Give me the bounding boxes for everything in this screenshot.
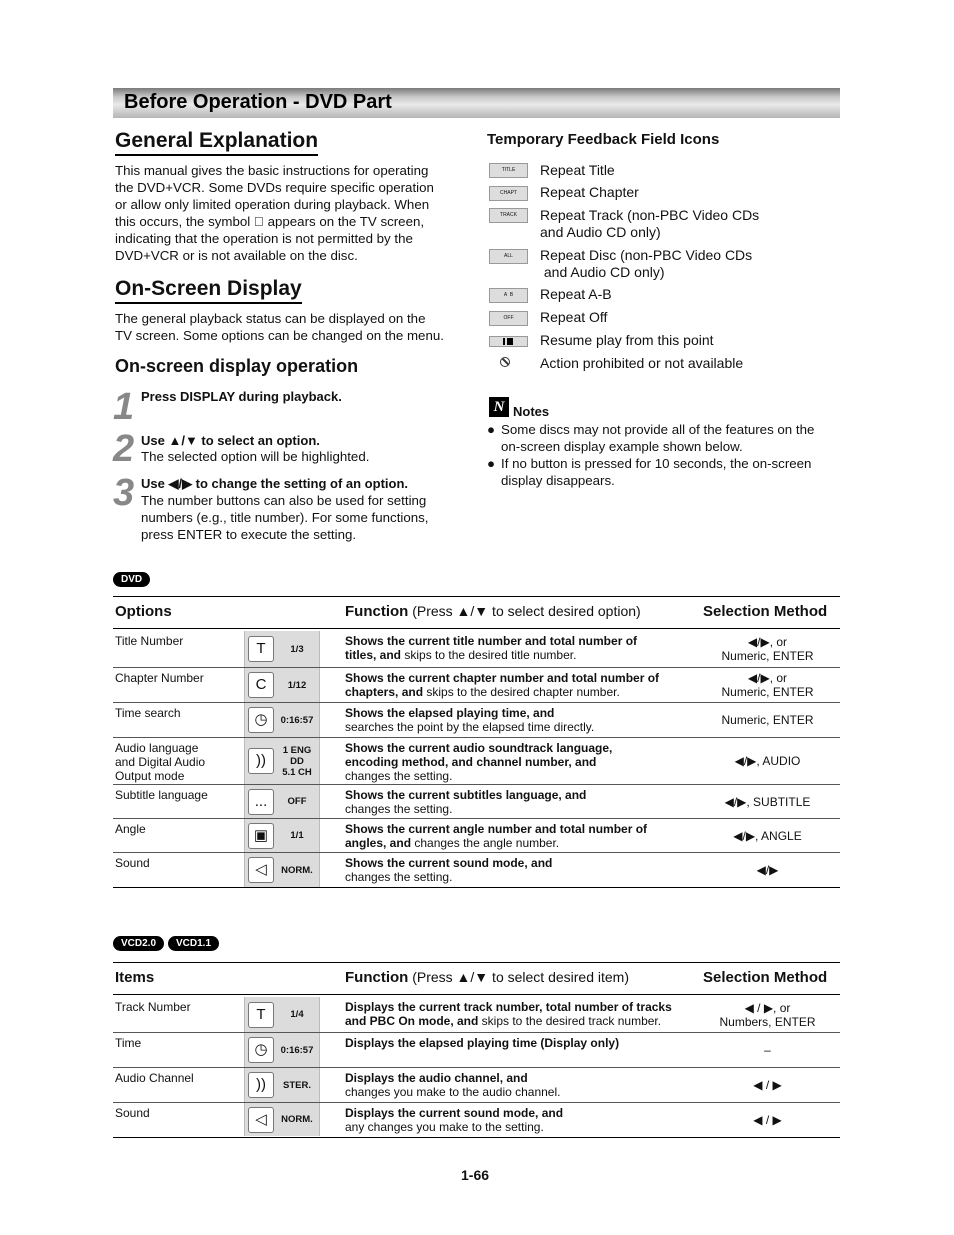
osd-row-icon: )) xyxy=(248,1072,274,1098)
osd-display-sample xyxy=(244,997,320,1032)
row-selection-method: ◀/▶, or Numeric, ENTER xyxy=(721,671,814,699)
row-function-text: Displays the current sound mode, and any changes you make to the setting. xyxy=(345,1106,564,1134)
osd-row-icon: ▣ xyxy=(248,823,274,849)
osd-row-value: STER. xyxy=(283,1079,311,1091)
osd-display-sample xyxy=(244,853,320,887)
feedback-item-prohibited: Action prohibited or not available xyxy=(540,355,744,371)
row-function-text: Shows the current subtitles language, and changes the setting. xyxy=(345,788,587,816)
row-separator xyxy=(113,818,840,819)
row-selection-method: ◀/▶, or Numeric, ENTER xyxy=(721,635,814,663)
osd-row-icon: T xyxy=(248,1002,274,1028)
row-option-label: Sound xyxy=(115,1106,150,1120)
row-selection-method: ◀/▶, ANGLE xyxy=(733,828,802,843)
note-item-2: If no button is pressed for 10 seconds, the on-screen display disappears. xyxy=(501,456,812,488)
step-number-1: 1 xyxy=(113,386,135,428)
vcd-header-rule xyxy=(113,994,840,995)
osd-display-sample xyxy=(244,819,320,852)
note-bullet-1: ● xyxy=(487,422,496,437)
row-separator xyxy=(113,1102,840,1103)
row-option-label: Track Number xyxy=(115,1000,191,1014)
row-separator xyxy=(113,702,840,703)
vcd-header-function: Function (Press ▲/▼ to select desired item) xyxy=(345,969,629,986)
row-selection-method: Numeric, ENTER xyxy=(721,713,814,727)
osd-row-value: 1/4 xyxy=(290,1009,304,1020)
row-option-label: Time xyxy=(115,1036,142,1050)
row-function-text: Displays the elapsed playing time (Display only) xyxy=(345,1036,620,1050)
row-option-label: Angle xyxy=(115,822,146,836)
repeat-track-icon: TRACK xyxy=(489,208,528,223)
osd-row-value: 0:16:57 xyxy=(280,1044,314,1056)
osd-row-value: 1/3 xyxy=(290,643,304,655)
row-option-label: Chapter Number xyxy=(115,671,204,685)
page-number: 1-66 xyxy=(461,1167,490,1183)
feedback-item-resume: Resume play from this point xyxy=(540,332,714,348)
step-number-2: 2 xyxy=(113,428,135,470)
row-function-text: Shows the current chapter number and total number of chapters, and skips to the desired chapter number. xyxy=(345,671,660,699)
row-selection-method: ◀/▶, AUDIO xyxy=(734,754,801,768)
row-selection-method: ◀ / ▶ xyxy=(753,1112,782,1127)
step-2-title: Use ▲/▼ to select an option. xyxy=(141,433,320,448)
row-selection-method: ◀/▶, SUBTITLE xyxy=(724,794,811,809)
repeat-off-icon: OFF xyxy=(489,311,528,326)
dvd-header-options: Options xyxy=(115,603,172,620)
osd-operation-subtitle: On-screen display operation xyxy=(115,356,359,376)
row-selection-method: – xyxy=(764,1043,771,1057)
row-function-text: Shows the elapsed playing time, and searches the point by the elapsed time directly. xyxy=(345,706,595,734)
row-separator xyxy=(113,852,840,853)
step-3-title: Use ◀/▶ to change the setting of an option. xyxy=(141,476,409,491)
osd-display-sample xyxy=(244,738,320,784)
feedback-item-repeat-ab: Repeat A-B xyxy=(540,286,612,302)
note-bullet-2: ● xyxy=(487,456,496,471)
feedback-item-repeat-chapter: Repeat Chapter xyxy=(540,184,639,200)
row-function-text: Shows the current angle number and total number of angles, and changes the angle number. xyxy=(345,822,648,850)
row-option-label: Time search xyxy=(115,706,181,720)
feedback-item-repeat-track: Repeat Track (non-PBC Video CDs and Audio CD only) xyxy=(540,207,760,240)
repeat-chapter-icon: CHAPT xyxy=(489,186,528,201)
osd-row-icon: ◁ xyxy=(248,1107,274,1133)
osd-display-sample xyxy=(244,631,320,667)
osd-row-value: NORM. xyxy=(281,1114,313,1125)
row-function-text: Displays the audio channel, and changes you make to the audio channel. xyxy=(345,1071,561,1099)
row-function-text: Displays the current track number, total number of tracks and PBC On mode, and skips to the desired track number. xyxy=(345,1000,672,1028)
row-separator xyxy=(113,667,840,668)
dvd-header-rule xyxy=(113,628,840,629)
row-function-text: Shows the current sound mode, and changes the setting. xyxy=(345,856,553,884)
row-option-label: Audio Channel xyxy=(115,1071,194,1085)
row-option-label: Subtitle language xyxy=(115,788,208,802)
row-separator xyxy=(113,737,840,738)
osd-row-icon: ◷ xyxy=(248,707,274,733)
osd-row-icon: ... xyxy=(248,789,274,815)
osd-row-value: 1 ENG DD 5.1 CH xyxy=(282,744,312,778)
osd-display-sample xyxy=(244,1033,320,1067)
section-banner xyxy=(113,88,840,118)
step-2-body: The selected option will be highlighted. xyxy=(141,449,370,464)
osd-display-sample xyxy=(244,1068,320,1102)
banner-title: Before Operation - DVD Part xyxy=(124,91,392,113)
feedback-item-repeat-off: Repeat Off xyxy=(540,309,608,325)
osd-row-icon: )) xyxy=(248,748,274,774)
row-separator xyxy=(113,1032,840,1033)
step-number-3: 3 xyxy=(113,472,135,514)
vcd-table-bottom-rule xyxy=(113,1137,840,1138)
osd-row-value: 1/12 xyxy=(287,679,307,691)
row-option-label: Audio language and Digital Audio Output mode xyxy=(115,741,206,783)
on-screen-display-title: On-Screen Display xyxy=(115,277,302,304)
osd-row-icon: ◁ xyxy=(248,857,274,883)
notes-icon: N xyxy=(489,397,509,417)
vcd-header-items: Items xyxy=(115,969,155,986)
feedback-icons-title: Temporary Feedback Field Icons xyxy=(487,131,720,148)
notes-title: Notes xyxy=(513,404,550,419)
repeat-disc-icon: ALL xyxy=(489,249,528,264)
osd-row-value: OFF xyxy=(287,796,307,807)
repeat-ab-icon: A B xyxy=(489,288,528,303)
note-item-1: Some discs may not provide all of the features on the on-screen display example shown below. xyxy=(501,422,815,454)
dvd-header-selection: Selection Method xyxy=(703,603,828,620)
row-option-label: Sound xyxy=(115,856,150,870)
row-separator xyxy=(113,1067,840,1068)
osd-row-value: NORM. xyxy=(281,864,313,876)
row-separator xyxy=(113,784,840,785)
step-1-title: Press DISPLAY during playback. xyxy=(141,389,342,404)
vcd-table-top-rule xyxy=(113,962,840,963)
osd-row-icon: T xyxy=(248,636,274,662)
dvd-header-function: Function (Press ▲/▼ to select desired option) xyxy=(345,603,641,620)
resume-icon xyxy=(489,336,528,347)
general-explanation-text: This manual gives the basic instructions for operating the DVD+VCR. Some DVDs require specific operation or allow only limited operation during playback. When this occurs, the symbol ⃠ appears on the TV screen, indicating that the operation is not permitted by the DVD+VCR or is not available on the disc. xyxy=(115,163,434,263)
step-3-body: The number buttons can also be used for setting numbers (e.g., title number). For some functions, press ENTER to execute the setting. xyxy=(141,493,429,542)
general-explanation-title: General Explanation xyxy=(115,129,318,156)
row-function-text: Shows the current title number and total number of titles, and skips to the desired title number. xyxy=(345,634,638,662)
feedback-item-repeat-disc: Repeat Disc (non-PBC Video CDs and Audio CD only) xyxy=(540,247,753,280)
vcd20-badge: VCD2.0 xyxy=(113,936,164,951)
vcd11-badge: VCD1.1 xyxy=(168,936,219,951)
osd-display-sample xyxy=(244,785,320,818)
osd-row-value: 1/1 xyxy=(290,830,304,841)
row-function-text: Shows the current audio soundtrack language, encoding method, and channel number, and changes the setting. xyxy=(345,741,613,783)
dvd-table-bottom-rule xyxy=(113,887,840,888)
dvd-table-top-rule xyxy=(113,596,840,597)
row-selection-method: ◀/▶ xyxy=(756,863,779,877)
prohibited-icon xyxy=(500,357,510,367)
osd-display-sample xyxy=(244,1103,320,1136)
osd-row-icon: ◷ xyxy=(248,1037,274,1063)
row-selection-method: ◀ / ▶ xyxy=(753,1078,782,1092)
row-option-label: Title Number xyxy=(115,634,184,648)
vcd-header-selection: Selection Method xyxy=(703,969,828,986)
feedback-item-repeat-title: Repeat Title xyxy=(540,162,615,178)
osd-row-icon: C xyxy=(248,672,274,698)
repeat-title-icon: TITLE xyxy=(489,163,528,178)
osd-row-value: 0:16:57 xyxy=(280,714,314,726)
row-selection-method: ◀ / ▶, or Numbers, ENTER xyxy=(719,1000,816,1029)
osd-display-sample xyxy=(244,703,320,737)
osd-display-sample xyxy=(244,668,320,702)
dvd-badge: DVD xyxy=(113,572,150,587)
on-screen-display-text: The general playback status can be displayed on the TV screen. Some options can be changed on the menu. xyxy=(115,311,444,343)
